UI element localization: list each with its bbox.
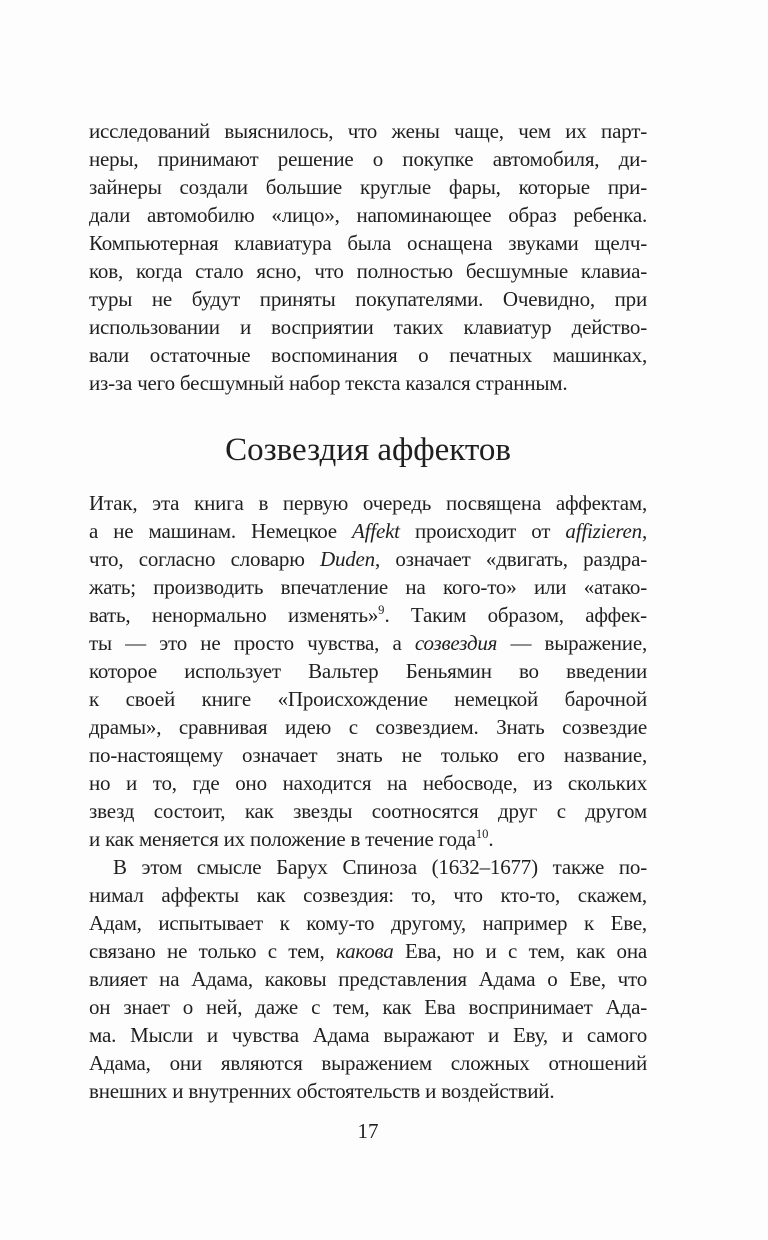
text-line: но и то, где оно находится на небосводе, из скольких — [89, 771, 647, 795]
text-line: и как меняется их положение в течение года$^{10}$. — [89, 827, 494, 851]
paragraph-intro-continuation — [89, 117, 647, 397]
text-line: он знает о ней, даже с тем, как Ева воспринимает Ада- — [89, 995, 647, 1019]
text-line: из-за чего бесшумный набор текста казался странным. — [89, 371, 568, 395]
text-line: Итак, эта книга в первую очередь посвящена аффектам, — [89, 491, 647, 515]
text-line: дали автомобилю «лицо», напоминающее образ ребенка. — [89, 203, 647, 227]
paragraph-spinoza — [89, 853, 647, 1105]
text-line: что, согласно словарю Duden, означает «двигать, раздра- — [89, 547, 647, 571]
text-line: нимал аффекты как созвездия: то, что кто-то, скажем, — [89, 883, 647, 907]
text-line: а не машинам. Немецкое Affekt происходит от affizieren, — [89, 519, 647, 543]
text-line: которое использует Вальтер Беньямин во введении — [89, 659, 647, 683]
text-line: неры, принимают решение о покупке автомобиля, ди- — [89, 147, 647, 171]
text-line: по-настоящему означает знать не только его название, — [89, 743, 647, 767]
text-line: ма. Мысли и чувства Адама выражают и Еву, и самого — [89, 1023, 647, 1047]
text-line: использовании и восприятии таких клавиатур действо- — [89, 315, 647, 339]
paragraph-affects-constellations — [89, 489, 647, 853]
text-line: Адам, испытывает к кому-то другому, например к Еве, — [89, 911, 647, 935]
text-line: зайнеры создали большие круглые фары, которые при- — [89, 175, 647, 199]
page-number: 17 — [357, 1119, 379, 1143]
text-line: туры не будут приняты покупателями. Очевидно, при — [89, 287, 647, 311]
text-line: вали остаточные воспоминания о печатных машинках, — [89, 343, 647, 367]
section-heading: Созвездия аффектов — [225, 432, 511, 468]
text-line: звезд состоит, как звезды соотносятся друг с другом — [89, 799, 647, 823]
text-line: жать; производить впечатление на кого-то» или «атако- — [89, 575, 647, 599]
text-line: драмы», сравнивая идею с созвездием. Знать созвездие — [89, 715, 647, 739]
text-line: Компьютерная клавиатура была оснащена звуками щелч- — [89, 231, 647, 255]
text-line: исследований выяснилось, что жены чаще, чем их парт- — [89, 119, 647, 143]
text-line: ты — это не просто чувства, а созвездия — выражение, — [89, 631, 647, 655]
text-line: связано не только с тем, какова Ева, но и с тем, как она — [89, 939, 647, 963]
text-line: вать, ненормально изменять»$^9$. Таким образом, аффек- — [89, 603, 647, 627]
text-line: к своей книге «Происхождение немецкой барочной — [89, 687, 647, 711]
text-line: внешних и внутренних обстоятельств и воздействий. — [89, 1079, 555, 1103]
text-line: ков, когда стало ясно, что полностью бесшумные клавиа- — [89, 259, 647, 283]
text-line: влияет на Адама, каковы представления Адама о Еве, что — [89, 967, 647, 991]
text-block — [89, 117, 647, 1105]
text-line: Адама, они являются выражением сложных отношений — [89, 1051, 647, 1075]
text-line: В этом смысле Барух Спиноза (1632–1677) также по- — [113, 855, 647, 879]
